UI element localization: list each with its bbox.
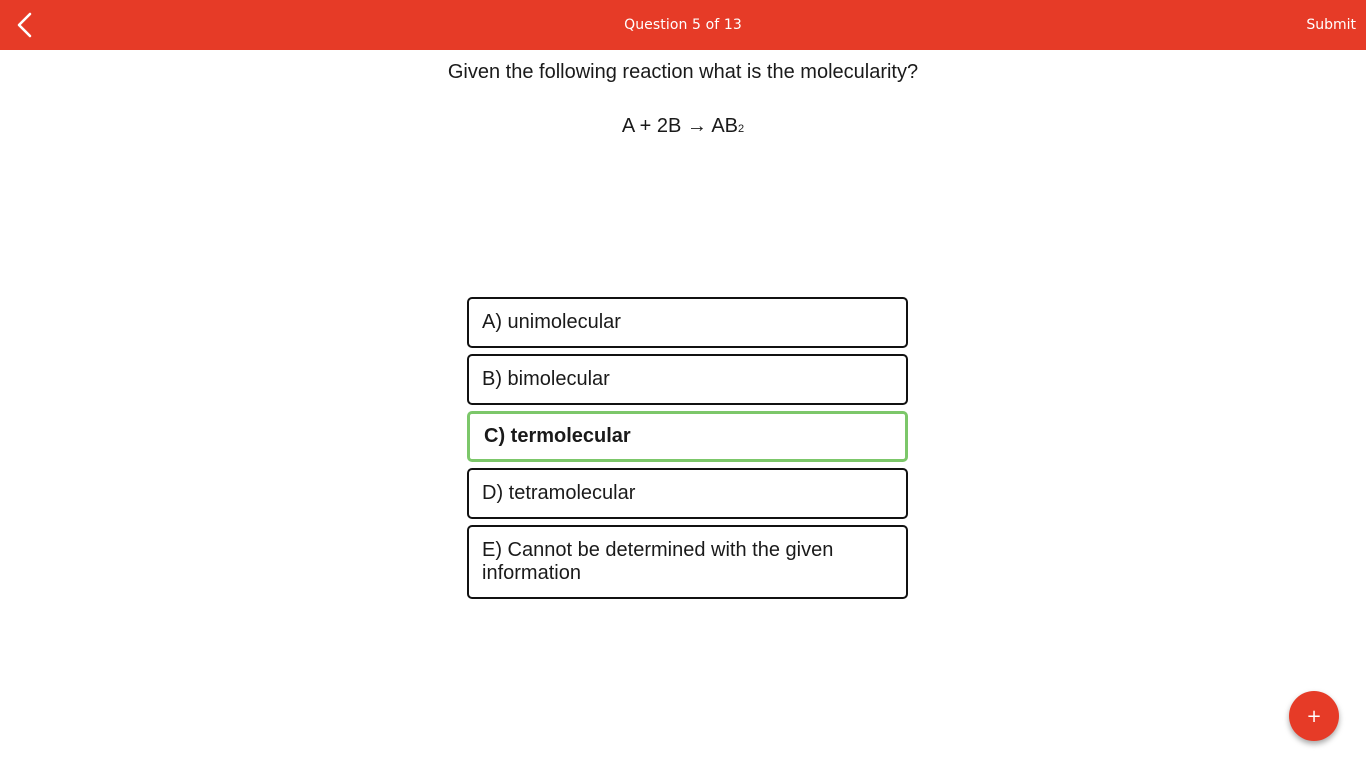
top-app-bar (0, 0, 1366, 50)
equation-subscript: 2 (738, 123, 745, 135)
option-d[interactable]: D) tetramolecular (467, 468, 908, 519)
answer-options (467, 297, 908, 605)
option-a[interactable]: A) unimolecular (467, 297, 908, 348)
equation-main: A + 2B → AB (621, 115, 739, 137)
reaction-equation (0, 115, 1366, 138)
add-button[interactable] (1289, 691, 1339, 741)
option-e[interactable]: E) Cannot be determined with the given information (467, 525, 908, 599)
submit-button[interactable]: Submit (1306, 17, 1356, 33)
option-c[interactable]: C) termolecular (467, 411, 908, 462)
question-counter: Question 5 of 13 (624, 17, 742, 33)
question-text: Given the following reaction what is the molecularity? (447, 61, 919, 83)
option-b[interactable]: B) bimolecular (467, 354, 908, 405)
plus-icon: + (1306, 705, 1322, 727)
